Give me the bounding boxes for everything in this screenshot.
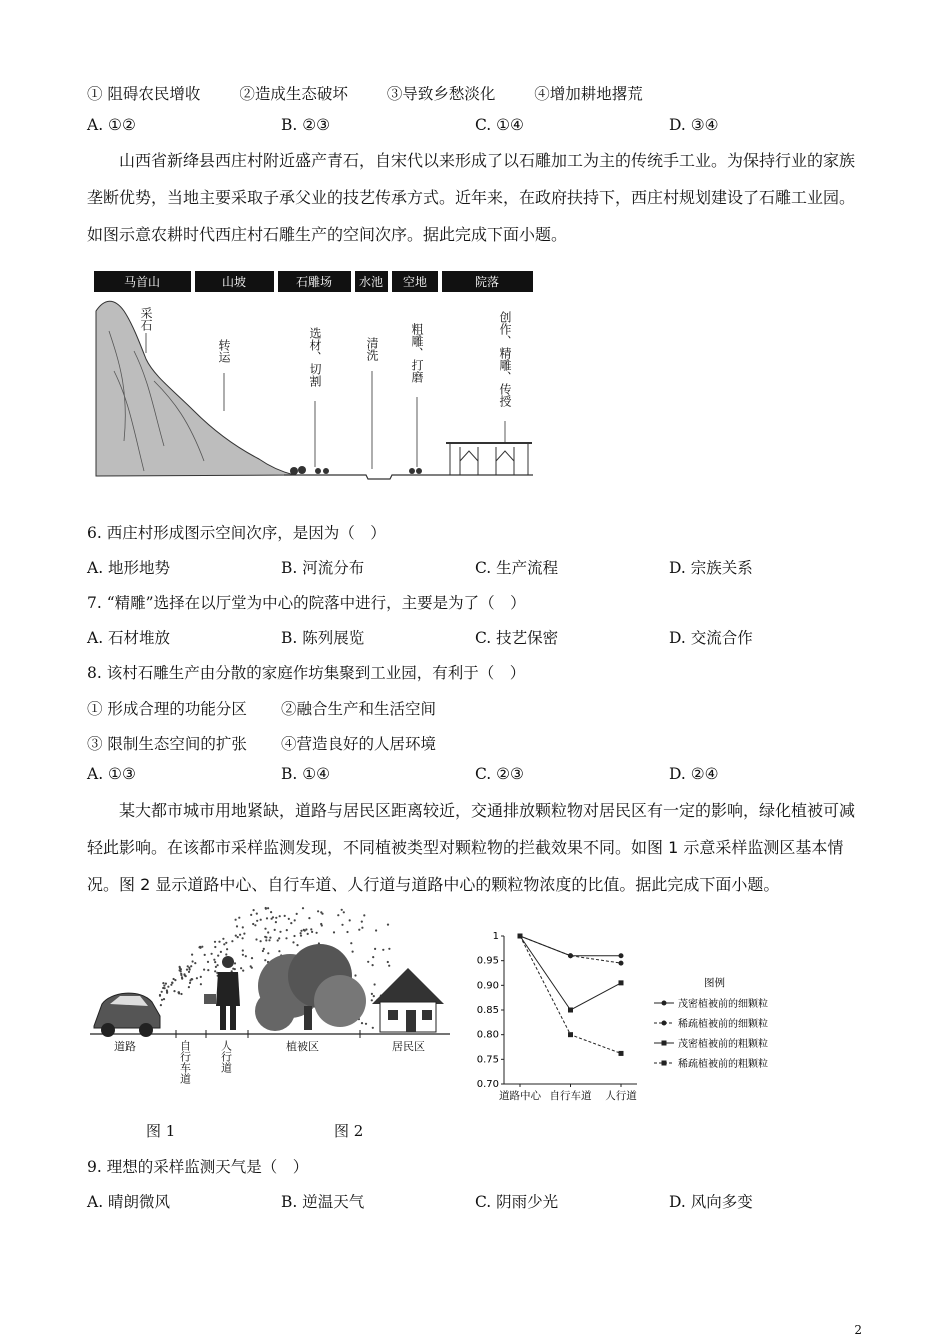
data-point: [518, 934, 523, 939]
figure-1-caption: 图 1: [146, 1122, 176, 1140]
particle-dot: [292, 941, 294, 943]
particle-dot: [222, 938, 224, 940]
particle-dot: [160, 1004, 162, 1006]
particle-dot: [242, 949, 244, 951]
particle-dot: [350, 942, 352, 944]
legend-marker: [662, 1041, 667, 1046]
q6-options-row: [87, 556, 863, 578]
legend-title: 图例: [704, 977, 725, 989]
particle-dot: [223, 943, 225, 945]
particle-dot: [361, 927, 363, 929]
particle-dot: [275, 921, 277, 923]
page-number: 2: [854, 1323, 862, 1337]
particle-dot: [165, 983, 167, 985]
q9-option-a[interactable]: A. 晴朗微风: [87, 1193, 171, 1211]
particle-dot: [300, 930, 302, 932]
q7-option-b[interactable]: B. 陈列展览: [281, 629, 365, 647]
particle-dot: [268, 939, 270, 941]
q8-item-2: ②融合生产和生活空间: [280, 700, 436, 718]
particle-dot: [215, 966, 217, 968]
particle-dot: [256, 920, 258, 922]
particle-dot: [267, 952, 269, 954]
passage-stone-carving: 山西省新绛县西庄村附近盛产青石，自宋代以来形成了以石雕加工为主的传统手工业。为保持行业的家族垄断优势，当地主要采取子承父业的技艺传承方式。近年来，在政府扶持下，西庄村规划建设了石雕工业园。如图示意农耕时代西庄村石雕生产的空间次序。据此完成下面小题。: [87, 151, 856, 244]
particle-dot: [225, 953, 227, 955]
q8-option-c[interactable]: C. ②③: [475, 765, 524, 783]
header-courtyard: 院落: [474, 275, 500, 289]
q8-stem: 8. 该村石雕生产由分散的家庭作坊集聚到工业园，有利于（ ）: [87, 664, 526, 682]
particle-dot: [302, 907, 304, 909]
y-tick-label: 0.90: [476, 980, 499, 992]
particle-dot: [321, 913, 323, 915]
particle-dot: [264, 928, 266, 930]
particle-dot: [365, 1023, 367, 1025]
fig1-label-sidewalk: 人行道: [219, 1040, 233, 1073]
particle-dot: [161, 991, 163, 993]
q8-items-row-2: [87, 732, 436, 754]
q5-option-a[interactable]: A. ①②: [87, 116, 136, 134]
particle-dot: [279, 931, 281, 933]
figure-2-caption: 图 2: [334, 1122, 364, 1140]
q6-option-b[interactable]: B. 河流分布: [281, 559, 365, 577]
particle-dot: [284, 915, 286, 917]
particle-dot: [191, 954, 193, 956]
particle-dot: [207, 969, 209, 971]
q8-item-1: ① 形成合理的功能分区: [87, 700, 247, 718]
label-create-fine-teach: 创作、精雕、传授: [498, 311, 512, 407]
particle-dot: [254, 924, 256, 926]
legend-marker: [662, 1001, 667, 1006]
header-carving-yard: 石雕场: [295, 275, 333, 289]
fig1-label-bike-lane: 自行车道: [178, 1040, 192, 1084]
particle-dot: [307, 933, 309, 935]
particle-dot: [263, 948, 265, 950]
particle-dot: [293, 935, 295, 937]
q7-option-c[interactable]: C. 技艺保密: [475, 629, 559, 647]
particle-dot: [162, 982, 164, 984]
particle-dot: [179, 969, 181, 971]
particle-dot: [341, 909, 343, 911]
particle-dot: [188, 967, 190, 969]
particle-dot: [163, 985, 165, 987]
particle-dot: [388, 948, 390, 950]
particle-dot: [303, 929, 305, 931]
q5-option-b[interactable]: B. ②③: [281, 116, 331, 134]
particle-dot: [288, 918, 290, 920]
q8-item-4: ④营造良好的人居环境: [280, 735, 436, 753]
q5-item-4: ④增加耕地撂荒: [534, 85, 643, 103]
particle-dot: [217, 964, 219, 966]
label-transport: 转运: [217, 339, 231, 363]
q9-option-c[interactable]: C. 阴雨少光: [475, 1193, 559, 1211]
particle-dot: [226, 948, 228, 950]
particle-dot: [214, 961, 216, 963]
particle-dot: [279, 915, 281, 917]
y-tick-label: 0.75: [476, 1054, 499, 1066]
q5-option-c[interactable]: C. ①④: [475, 116, 524, 134]
particle-dot: [204, 954, 206, 956]
label-quarrying: 采石: [139, 307, 153, 331]
figure-1-sampling-area: [90, 906, 452, 1101]
particle-dot: [236, 925, 238, 927]
particle-dot: [382, 949, 384, 951]
particle-dot: [192, 960, 194, 962]
particle-dot: [260, 940, 262, 942]
label-rough-polish: 粗雕、打磨: [410, 323, 424, 383]
particle-dot: [245, 955, 247, 957]
particle-dot: [333, 931, 335, 933]
particle-dot: [231, 940, 233, 942]
particle-dot: [352, 951, 354, 953]
particle-dot: [316, 932, 318, 934]
particle-dot: [256, 913, 258, 915]
particle-dot: [240, 967, 242, 969]
particle-dot: [305, 928, 307, 930]
data-point: [568, 953, 573, 958]
particle-dot: [264, 936, 266, 938]
q9-options-row: [87, 1190, 863, 1212]
legend-entry: 茂密植被前的细颗粒: [678, 999, 768, 1010]
particle-dot: [308, 917, 310, 919]
series-line-1: [520, 936, 621, 956]
particle-dot: [173, 990, 175, 992]
particle-dot: [296, 913, 298, 915]
particle-dot: [194, 962, 196, 964]
q5-item-1: ① 阻碍农民增收: [87, 85, 201, 103]
particle-dot: [387, 924, 389, 926]
particle-dot: [260, 919, 262, 921]
y-tick-label: 0.80: [476, 1029, 499, 1041]
car-icon: [94, 993, 160, 1037]
particle-dot: [225, 942, 227, 944]
particle-dot: [161, 999, 163, 1001]
data-point: [619, 1051, 624, 1056]
particle-dot: [270, 911, 272, 913]
particle-dot: [186, 969, 188, 971]
particle-dot: [275, 917, 277, 919]
particle-dot: [367, 961, 369, 963]
particle-dot: [170, 984, 172, 986]
particle-dot: [217, 955, 219, 957]
particle-dot: [214, 970, 216, 972]
particle-dot: [162, 987, 164, 989]
fig1-label-road: 道路: [114, 1040, 136, 1053]
particle-dot: [269, 937, 271, 939]
q5-item-2: ②造成生态破坏: [239, 85, 348, 103]
q9-option-d[interactable]: D. 风向多变: [669, 1193, 753, 1211]
q5-items-row: [87, 82, 643, 104]
particle-dot: [278, 950, 280, 952]
particle-dot: [252, 923, 254, 925]
particle-dot: [300, 932, 302, 934]
particle-dot: [346, 931, 348, 933]
particle-dot: [238, 917, 240, 919]
particle-dot: [196, 977, 198, 979]
particle-dot: [242, 937, 244, 939]
legend-entry: 稀疏植被前的粗颗粒: [678, 1059, 768, 1070]
particle-dot: [286, 929, 288, 931]
data-point: [619, 953, 624, 958]
x-tick-label: 自行车道: [549, 1090, 592, 1102]
particle-dot: [375, 929, 377, 931]
particle-dot: [180, 993, 182, 995]
fig1-label-vegetation: 植被区: [286, 1040, 319, 1053]
stone-carving-figure: [94, 271, 536, 485]
particle-dot: [372, 964, 374, 966]
particle-dot: [242, 954, 244, 956]
particle-dot: [199, 946, 201, 948]
particle-dot: [255, 938, 257, 940]
q8-option-d[interactable]: D. ②④: [669, 765, 719, 783]
y-tick-label: 0.95: [476, 955, 499, 967]
particle-dot: [274, 929, 276, 931]
data-point: [568, 1008, 573, 1013]
particle-dot: [311, 931, 313, 933]
q7-stem: 7. “精雕”选择在以厅堂为中心的院落中进行，主要是为了（ ）: [87, 594, 526, 612]
y-tick-label: 0.70: [476, 1079, 499, 1090]
particle-dot: [250, 914, 252, 916]
q5-item-3: ③导致乡愁淡化: [386, 85, 496, 103]
q9-stem: 9. 理想的采样监测天气是（ ）: [87, 1158, 309, 1176]
particle-dot: [253, 909, 255, 911]
particle-dot: [200, 976, 202, 978]
y-tick-label: 1: [492, 931, 499, 942]
particle-dot: [200, 983, 202, 985]
particle-dot: [343, 911, 345, 913]
particle-dot: [250, 965, 252, 967]
particle-dot: [337, 914, 339, 916]
person-icon: [204, 956, 240, 1030]
header-open-ground: 空地: [402, 275, 428, 289]
particle-dot: [242, 926, 244, 928]
particle-dot: [349, 919, 351, 921]
particle-dot: [207, 961, 209, 963]
particle-dot: [310, 928, 312, 930]
particle-dot: [214, 946, 216, 948]
particle-dot: [159, 994, 161, 996]
particle-dot: [184, 974, 186, 976]
particle-dot: [388, 965, 390, 967]
particle-dot: [296, 944, 298, 946]
particle-dot: [371, 999, 373, 1001]
particle-dot: [361, 921, 363, 923]
particle-dot: [264, 959, 266, 961]
particle-dot: [265, 908, 267, 910]
data-point: [619, 980, 624, 985]
header-mashou-mountain: 马首山: [123, 275, 161, 289]
legend-entry: 茂密植被前的粗颗粒: [678, 1039, 768, 1050]
legend-marker: [662, 1021, 667, 1026]
header-slope: 山坡: [221, 275, 247, 289]
particle-dot: [234, 968, 236, 970]
q6-option-c[interactable]: C. 生产流程: [475, 559, 559, 577]
q5-options-row: [87, 116, 863, 134]
fig1-label-residential: 居民区: [392, 1040, 425, 1053]
particle-dot: [190, 965, 192, 967]
particle-dot: [211, 953, 213, 955]
particle-dot: [237, 936, 239, 938]
y-tick-label: 0.85: [476, 1005, 499, 1016]
particle-dot: [235, 919, 237, 921]
particle-dot: [239, 934, 241, 936]
particle-dot: [371, 993, 373, 995]
particle-dot: [242, 970, 244, 972]
tree-icon: [255, 944, 366, 1031]
particle-dot: [363, 914, 365, 916]
q6-option-d[interactable]: D. 宗族关系: [669, 559, 753, 577]
particle-dot: [267, 931, 269, 933]
particle-dot: [358, 929, 360, 931]
x-tick-label: 道路中心: [499, 1090, 541, 1102]
q9-option-b[interactable]: B. 逆温天气: [281, 1193, 365, 1211]
header-pool: 水池: [358, 275, 384, 289]
x-tick-label: 人行道: [605, 1090, 637, 1102]
label-wash: 清洗: [365, 337, 379, 361]
particle-dot: [243, 933, 245, 935]
figure-2-chart: [472, 926, 812, 1112]
particle-dot: [213, 959, 215, 961]
q5-option-d[interactable]: D. ③④: [669, 116, 719, 134]
particle-dot: [285, 937, 287, 939]
q8-option-a[interactable]: A. ①③: [87, 765, 136, 783]
q6-option-a[interactable]: A. 地形地势: [87, 559, 171, 577]
q8-items-row-1: [87, 697, 436, 719]
particle-dot: [189, 982, 191, 984]
particle-dot: [214, 941, 216, 943]
particle-dot: [218, 941, 220, 943]
q8-item-3: ③ 限制生态空间的扩张: [87, 735, 247, 753]
particle-dot: [188, 986, 190, 988]
particle-dot: [387, 961, 389, 963]
particle-dot: [266, 917, 268, 919]
legend-entry: 稀疏植被前的细颗粒: [678, 1019, 768, 1030]
data-point: [619, 961, 624, 966]
particle-dot: [235, 935, 237, 937]
particle-dot: [177, 991, 179, 993]
q7-option-d[interactable]: D. 交流合作: [669, 629, 753, 647]
particle-dot: [262, 950, 264, 952]
particle-dot: [171, 982, 173, 984]
particle-dot: [173, 978, 175, 980]
particle-dot: [271, 918, 273, 920]
particle-dot: [167, 986, 169, 988]
particle-dot: [180, 974, 182, 976]
particle-dot: [267, 907, 269, 909]
label-select-cut: 选材、切割: [308, 327, 322, 387]
particle-dot: [372, 956, 374, 958]
particle-dot: [361, 1022, 363, 1024]
q6-stem: 6. 西庄村形成图示空间次序，是因为（ ）: [87, 524, 386, 542]
particle-dot: [321, 924, 323, 926]
particle-dot: [251, 957, 253, 959]
particle-dot: [374, 983, 376, 985]
particle-dot: [278, 937, 280, 939]
particle-dot: [317, 910, 319, 912]
series-line-3: [520, 936, 621, 1010]
particle-dot: [374, 948, 376, 950]
particle-dot: [188, 971, 190, 973]
particle-dot: [220, 951, 222, 953]
particle-dot: [290, 922, 292, 924]
particle-dot: [300, 935, 302, 937]
particle-dot: [373, 995, 375, 997]
q7-options-row: [87, 626, 863, 648]
passage-particulate: 某大都市城市用地紧缺，道路与居民区距离较近，交通排放颗粒物对居民区有一定的影响，绿化植被可减轻此影响。在该都市采样监测发现，不同植被类型对颗粒物的拦截效果不同。如图 1 示意采样监测区基本情况。图 2 显示道路中心、自行车道、人行道与道路中心的颗粒物浓度的比值。据此完成下面小题。: [87, 801, 856, 894]
particle-dot: [181, 978, 183, 980]
particle-dot: [163, 998, 165, 1000]
particle-dot: [354, 974, 356, 976]
legend-marker: [662, 1061, 667, 1066]
q7-option-a[interactable]: A. 石材堆放: [87, 629, 171, 647]
particle-dot: [277, 939, 279, 941]
house-icon: [372, 968, 444, 1032]
q8-options-row: [87, 765, 863, 783]
particle-dot: [203, 969, 205, 971]
particle-dot: [265, 939, 267, 941]
q8-option-b[interactable]: B. ①④: [281, 765, 331, 783]
particle-dot: [166, 991, 168, 993]
particle-dot: [341, 924, 343, 926]
data-point: [568, 1032, 573, 1037]
particle-dot: [191, 978, 193, 980]
particle-dot: [234, 962, 236, 964]
particle-dot: [372, 1027, 374, 1029]
particle-dot: [294, 919, 296, 921]
